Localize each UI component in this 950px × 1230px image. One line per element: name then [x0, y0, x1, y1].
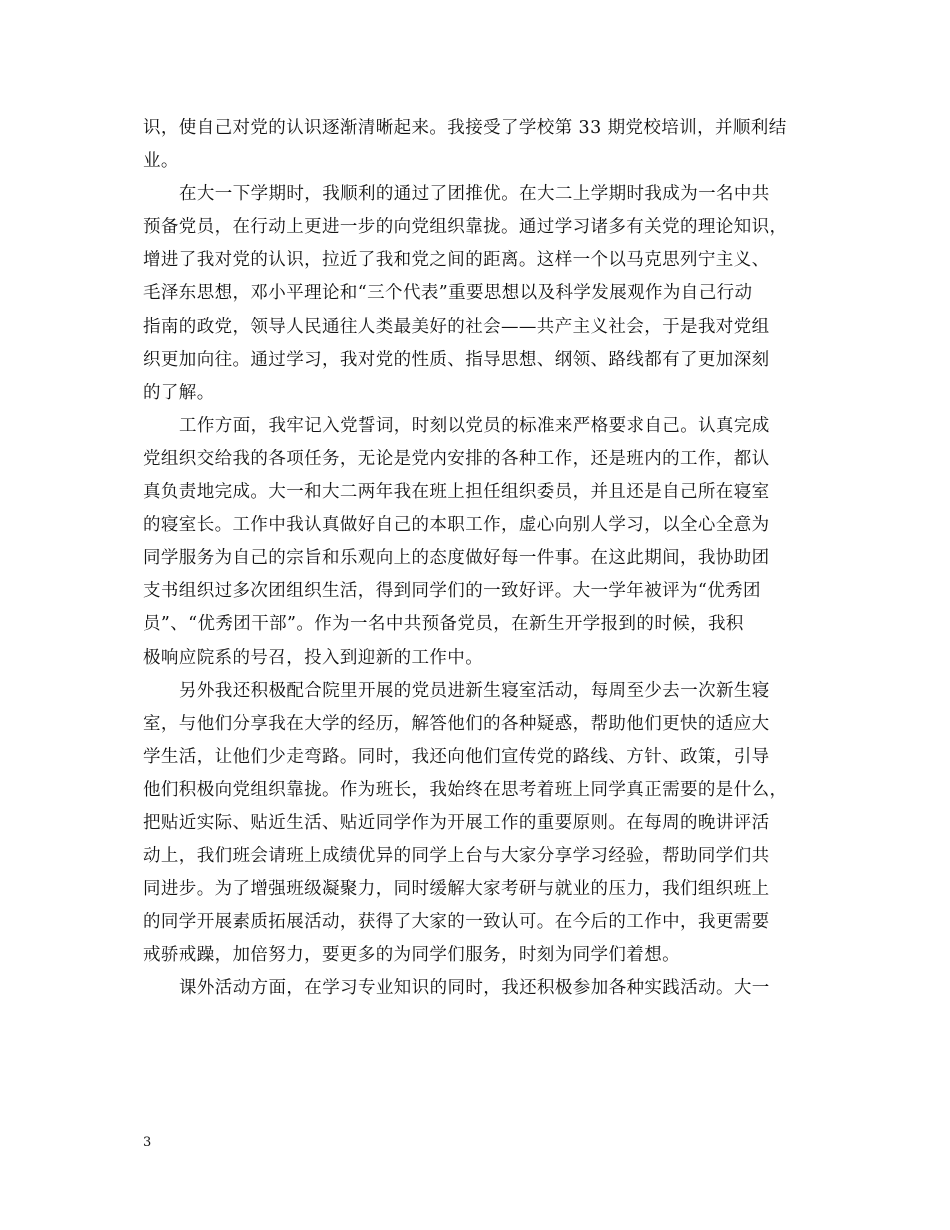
text-line: 真负责地完成。大一和大二两年我在班上担任组织委员，并且还是自己所在寝室: [143, 482, 770, 503]
text-line: 他们积极向党组织靠拢。作为班长，我始终在思考着班上同学真正需要的是什么，: [143, 779, 788, 800]
text-line: 的寝室长。工作中我认真做好自己的本职工作，虚心向别人学习，以全心全意为: [143, 515, 770, 536]
text-line: 同学服务为自己的宗旨和乐观向上的态度做好每一件事。在这此期间，我协助团: [143, 548, 770, 569]
text-line: 的了解。: [143, 382, 215, 403]
text-line: 业。: [143, 151, 179, 172]
text-line: 毛泽东思想，邓小平理论和“三个代表”重要思想以及科学发展观作为自己行动: [143, 283, 753, 304]
text-line: 识，使自己对党的认识逐渐清晰起来。我接受了学校第 33 期党校培训，并顺利结: [143, 118, 787, 138]
text-line: 织更加向往。通过学习，我对党的性质、指导思想、纲领、路线都有了更加深刻: [143, 349, 770, 370]
text-line: 另外我还积极配合院里开展的党员进新生寝室活动，每周至少去一次新生寝: [179, 680, 770, 701]
text-line: 室，与他们分享我在大学的经历，解答他们的各种疑惑，帮助他们更快的适应大: [143, 713, 770, 734]
text-line: 学生活，让他们少走弯路。同时，我还向他们宣传党的路线、方针、政策，引导: [143, 746, 770, 767]
page-number: 3: [143, 1135, 152, 1150]
text-line: 的同学开展素质拓展活动，获得了大家的一致认可。在今后的工作中，我更需要: [143, 912, 770, 933]
text-line: 工作方面，我牢记入党誓词，时刻以党员的标准来严格要求自己。认真完成: [179, 415, 770, 436]
text-line: 支书组织过多次团组织生活，得到同学们的一致好评。大一学年被评为“优秀团: [143, 581, 761, 602]
text-line: 把贴近实际、贴近生活、贴近同学作为开展工作的重要原则。在每周的晚讲评活: [143, 812, 770, 833]
body-text: [143, 112, 823, 1006]
text-line: 党组织交给我的各项任务，无论是党内安排的各种工作，还是班内的工作，都认: [143, 448, 770, 469]
text-line: 员”、“优秀团干部”。作为一名中共预备党员，在新生开学报到的时候，我积: [143, 614, 744, 635]
text-line: 增进了我对党的认识，拉近了我和党之间的距离。这样一个以马克思列宁主义、: [143, 250, 770, 271]
text-line: 极响应院系的号召，投入到迎新的工作中。: [143, 647, 484, 668]
text-line: 在大一下学期时，我顺利的通过了团推优。在大二上学期时我成为一名中共: [179, 184, 770, 205]
text-line: 戒骄戒躁，加倍努力，要更多的为同学们服务，时刻为同学们着想。: [143, 945, 680, 966]
text-line: 预备党员，在行动上更进一步的向党组织靠拢。通过学习诸多有关党的理论知识，: [143, 217, 788, 238]
text-line: 课外活动方面，在学习专业知识的同时，我还积极参加各种实践活动。大一: [179, 978, 770, 999]
text-line: 动上，我们班会请班上成绩优异的同学上台与大家分享学习经验，帮助同学们共: [143, 846, 770, 867]
text-line: 同进步。为了增强班级凝聚力，同时缓解大家考研与就业的压力，我们组织班上: [143, 879, 770, 900]
text-line: 指南的政党，领导人民通往人类最美好的社会——共产主义社会，于是我对党组: [143, 316, 770, 337]
